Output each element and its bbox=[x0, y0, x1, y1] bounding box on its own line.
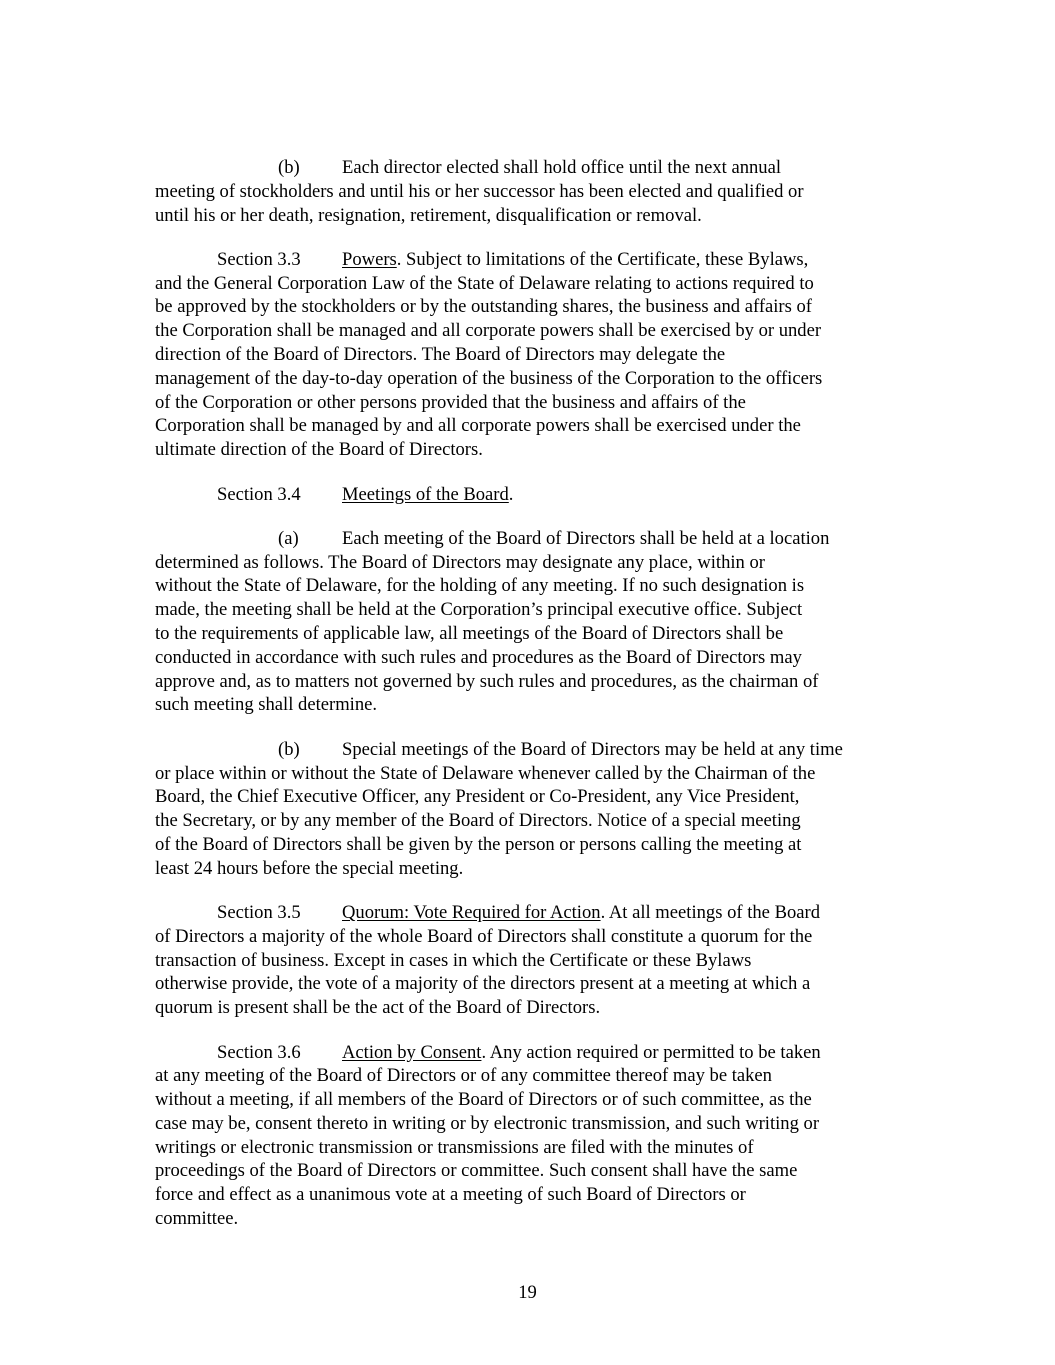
section-title: Powers bbox=[342, 248, 397, 270]
paragraph-3-4-b bbox=[155, 738, 905, 881]
text-line: to the requirements of applicable law, all meetings of the Board of Directors shall be bbox=[155, 623, 784, 645]
section-title: Quorum: Vote Required for Action bbox=[342, 902, 601, 924]
text-line: (b) Each director elected shall hold office until the next annual bbox=[278, 157, 782, 178]
text-line: least 24 hours before the special meeting. bbox=[155, 857, 464, 879]
section-3-4 bbox=[155, 483, 905, 507]
text-line: Section 3.6 Action by Consent. Any action required or permitted to be taken bbox=[217, 1041, 821, 1063]
text-line: conducted in accordance with such rules and procedures as the Board of Directors may bbox=[155, 646, 802, 668]
paragraph-label: (a) bbox=[278, 527, 299, 549]
text-line: without the State of Delaware, for the holding of any meeting. If no such designation is bbox=[155, 575, 805, 597]
text-line: or place within or without the State of Delaware whenever called by the Chairman of the bbox=[155, 762, 816, 784]
paragraph-label: (b) bbox=[278, 738, 300, 760]
text-line: and the General Corporation Law of the State of Delaware relating to actions required to bbox=[155, 272, 814, 294]
text-line: without a meeting, if all members of the Board of Directors or of such committee, as the bbox=[155, 1089, 812, 1111]
text-line: force and effect as a unanimous vote at a meeting of such Board of Directors or bbox=[155, 1184, 746, 1206]
paragraph-3-4-a bbox=[155, 527, 905, 717]
text-line: (a) Each meeting of the Board of Directors shall be held at a location bbox=[278, 527, 830, 549]
text-line: the Secretary, or by any member of the Board of Directors. Notice of a special meeting bbox=[155, 810, 801, 832]
text-line: Section 3.4 Meetings of the Board. bbox=[217, 483, 514, 505]
text-line: quorum is present shall be the act of the Board of Directors. bbox=[155, 997, 601, 1019]
text-line: writings or electronic transmission or transmissions are filed with the minutes of bbox=[155, 1136, 754, 1158]
text-line: (b) Special meetings of the Board of Directors may be held at any time bbox=[278, 738, 843, 760]
text-line: ultimate direction of the Board of Directors. bbox=[155, 439, 483, 461]
text-line: Board, the Chief Executive Officer, any President or Co-President, any Vice President, bbox=[155, 786, 800, 808]
text-line: of the Board of Directors shall be given by the person or persons calling the meeting at bbox=[155, 833, 802, 855]
section-3-3 bbox=[155, 248, 905, 462]
section-number: Section 3.6 bbox=[217, 1041, 301, 1063]
text-line: of the Corporation or other persons provided that the business and affairs of the bbox=[155, 391, 746, 413]
text-line: until his or her death, resignation, retirement, disqualification or removal. bbox=[155, 204, 702, 226]
section-number: Section 3.4 bbox=[217, 483, 301, 505]
page-number: 19 bbox=[518, 1282, 537, 1303]
text-line: transaction of business. Except in cases in which the Certificate or these Bylaws bbox=[155, 949, 752, 971]
text-line: Corporation shall be managed by and all corporate powers shall be exercised under the bbox=[155, 415, 801, 437]
text-line: Section 3.5 Quorum: Vote Required for Action. At all meetings of the Board bbox=[217, 902, 821, 924]
text-line: Section 3.3 Powers. Subject to limitations of the Certificate, these Bylaws, bbox=[217, 248, 809, 270]
text-line: the Corporation shall be managed and all corporate powers shall be exercised by or under bbox=[155, 320, 822, 342]
text-line: made, the meeting shall be held at the Corporation’s principal executive office. Subject bbox=[155, 599, 803, 621]
paragraph-label: (b) bbox=[278, 157, 300, 178]
text-line: committee. bbox=[155, 1208, 239, 1230]
document-body bbox=[155, 156, 905, 1251]
text-line: direction of the Board of Directors. The Board of Directors may delegate the bbox=[155, 344, 726, 366]
section-3-5 bbox=[155, 901, 905, 1020]
section-3-6 bbox=[155, 1041, 905, 1231]
text-line: meeting of stockholders and until his or her successor has been elected and qualified or bbox=[155, 180, 804, 202]
text-line: at any meeting of the Board of Directors or of any committee thereof may be taken bbox=[155, 1065, 772, 1087]
text-line: such meeting shall determine. bbox=[155, 694, 378, 716]
text-line: determined as follows. The Board of Directors may designate any place, within or bbox=[155, 551, 765, 573]
section-number: Section 3.5 bbox=[217, 902, 301, 924]
section-title: Action by Consent bbox=[342, 1041, 482, 1063]
paragraph-3-2-b bbox=[155, 156, 905, 227]
text-line: be approved by the stockholders or by the outstanding shares, the business and affairs of bbox=[155, 296, 813, 318]
section-title: Meetings of the Board bbox=[342, 483, 509, 505]
text-line: proceedings of the Board of Directors or committee. Such consent shall have the same bbox=[155, 1160, 798, 1182]
text-line: case may be, consent thereto in writing or by electronic transmission, and such writing or bbox=[155, 1112, 820, 1134]
text-line: otherwise provide, the vote of a majority of the directors present at a meeting at which a bbox=[155, 973, 811, 995]
text-line: approve and, as to matters not governed by such rules and procedures, as the chairman of bbox=[155, 670, 819, 692]
text-line: of Directors a majority of the whole Board of Directors shall constitute a quorum for the bbox=[155, 925, 813, 947]
section-number: Section 3.3 bbox=[217, 248, 301, 270]
text-line: management of the day-to-day operation of the business of the Corporation to the officers bbox=[155, 367, 823, 389]
